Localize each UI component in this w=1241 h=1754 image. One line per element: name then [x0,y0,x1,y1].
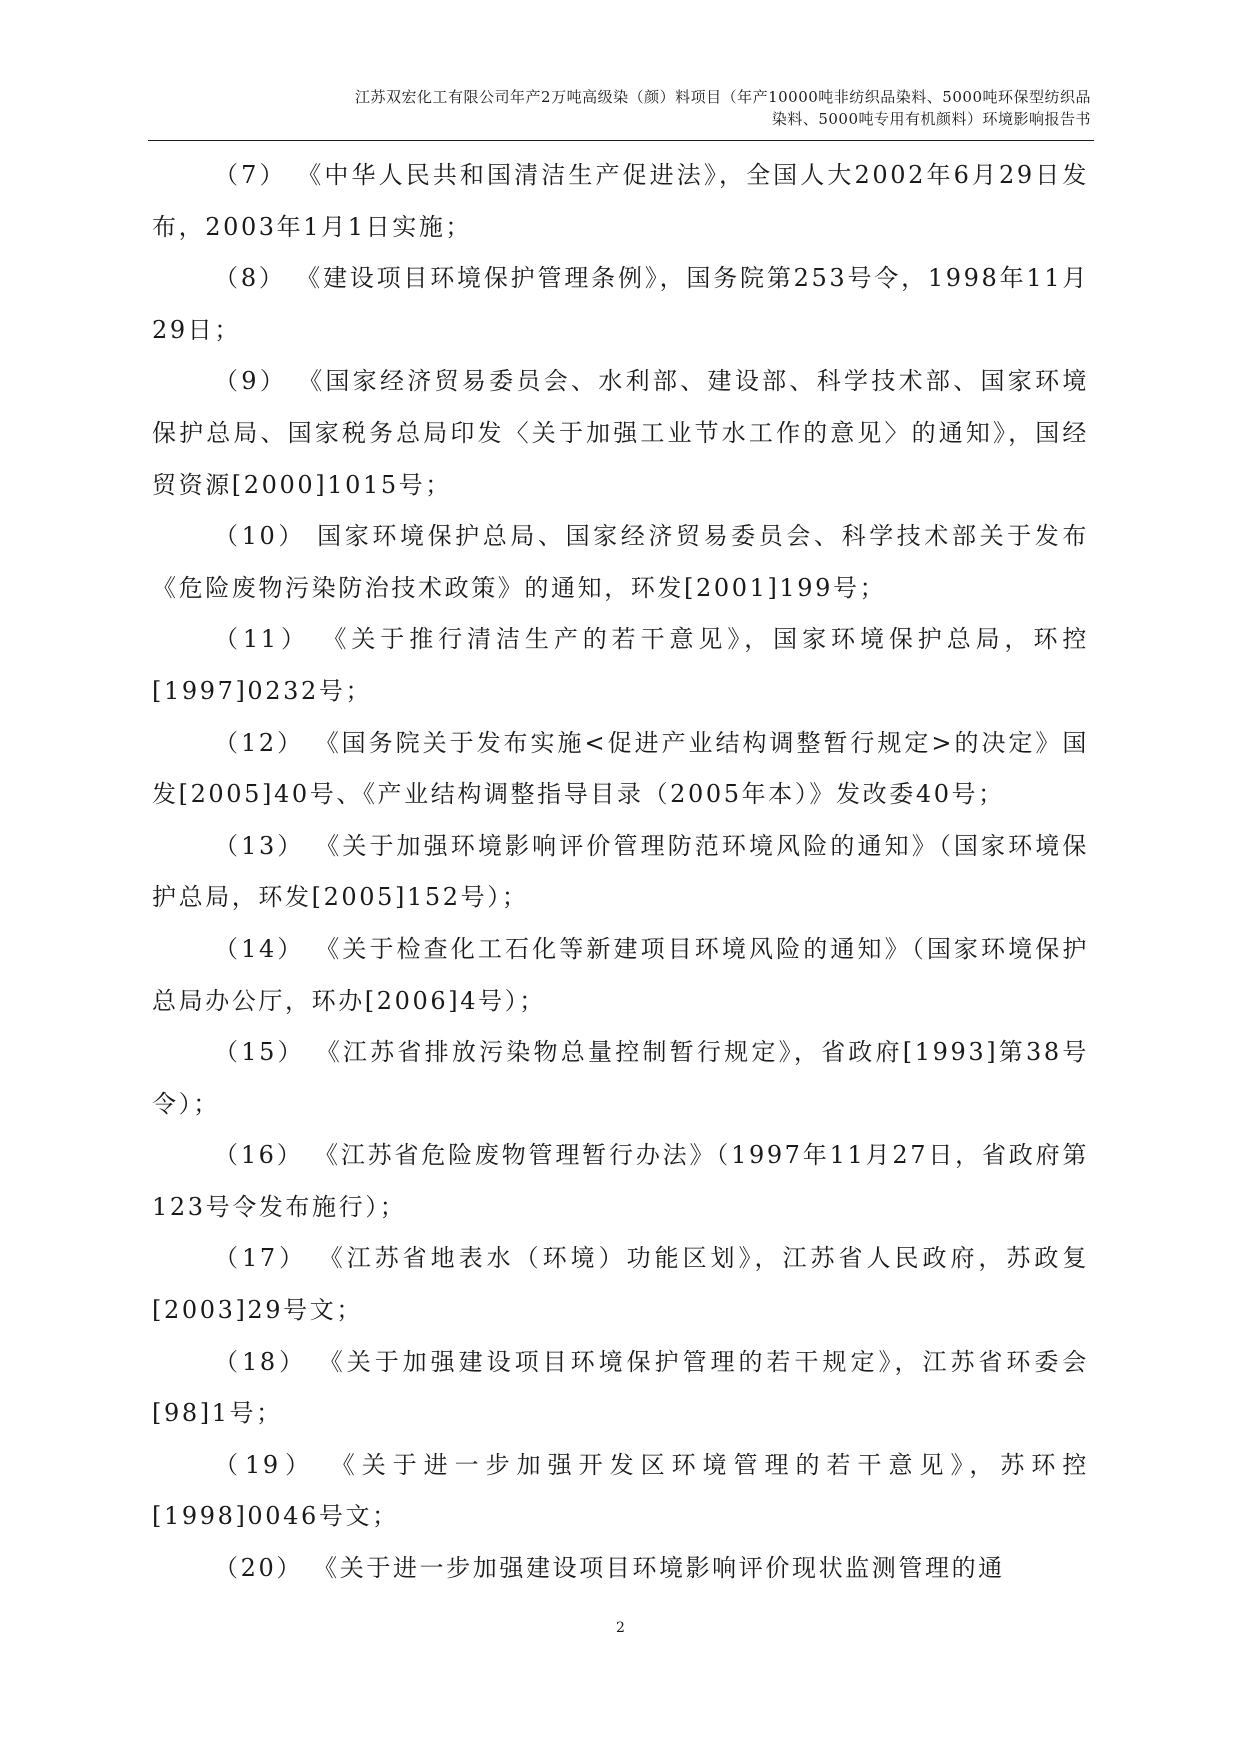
running-header [150,86,1091,130]
list-item-16: （16） 《江苏省危险废物管理暂行办法》（1997年11月27日，省政府第123号令发布施行）； [152,1141,1089,1221]
list-item-14: （14） 《关于检查化工石化等新建项目环境风险的通知》（国家环境保护总局办公厅，环办[2006]4号）； [152,934,1089,1015]
list-item-15: （15） 《江苏省排放污染物总量控制暂行规定》，省政府[1993]第38号令）； [152,1038,1089,1118]
list-item-12: （12） 《国务院关于发布实施<促进产业结构调整暂行规定>的决定》国发[2005]40号、《产业结构调整指导目录（2005年本）》发改委40号； [152,728,1089,809]
list-item-7: （7） 《中华人民共和国清洁生产促进法》，全国人大2002年6月29日发布，2003年1月1日实施； [152,161,1089,241]
list-item-18: （18） 《关于加强建设项目环境保护管理的若干规定》，江苏省环委会[98]1号； [152,1347,1089,1428]
list-item-10: （10） 国家环境保护总局、国家经济贸易委员会、科学技术部关于发布《危险废物污染防治技术政策》的通知，环发[2001]199号； [152,522,1089,602]
header-line-1: 江苏双宏化工有限公司年产2万吨高级染（颜）料项目（年产10000吨非纺织品染料、5000吨环保型纺织品 [355,88,1091,106]
body-text [152,150,1089,1595]
list-item-9: （9） 《国家经济贸易委员会、水利部、建设部、科学技术部、国家环境保护总局、国家税务总局印发〈关于加强工业节水工作的意见〉的通知》，国经贸资源[2000]1015号； [152,367,1089,499]
header-line-2: 染料、5000吨专用有机颜料）环境影响报告书 [771,110,1091,128]
header-rule [148,140,1094,141]
page-number: 2 [616,1620,625,1636]
list-item-17: （17） 《江苏省地表水（环境）功能区划》，江苏省人民政府，苏政复[2003]29号文； [152,1244,1089,1325]
list-item-11: （11） 《关于推行清洁生产的若干意见》，国家环境保护总局，环控[1997]0232号； [152,625,1089,705]
list-item-19: （19） 《关于进一步加强开发区环境管理的若干意见》，苏环控[1998]0046号文； [152,1450,1089,1531]
list-item-20: （20） 《关于进一步加强建设项目环境影响评价现状监测管理的通 [214,1554,1005,1583]
list-item-8: （8） 《建设项目环境保护管理条例》，国务院第253号令，1998年11月29日； [152,264,1089,344]
list-item-13: （13） 《关于加强环境影响评价管理防范环境风险的通知》（国家环境保护总局，环发[2005]152号）； [152,831,1089,912]
